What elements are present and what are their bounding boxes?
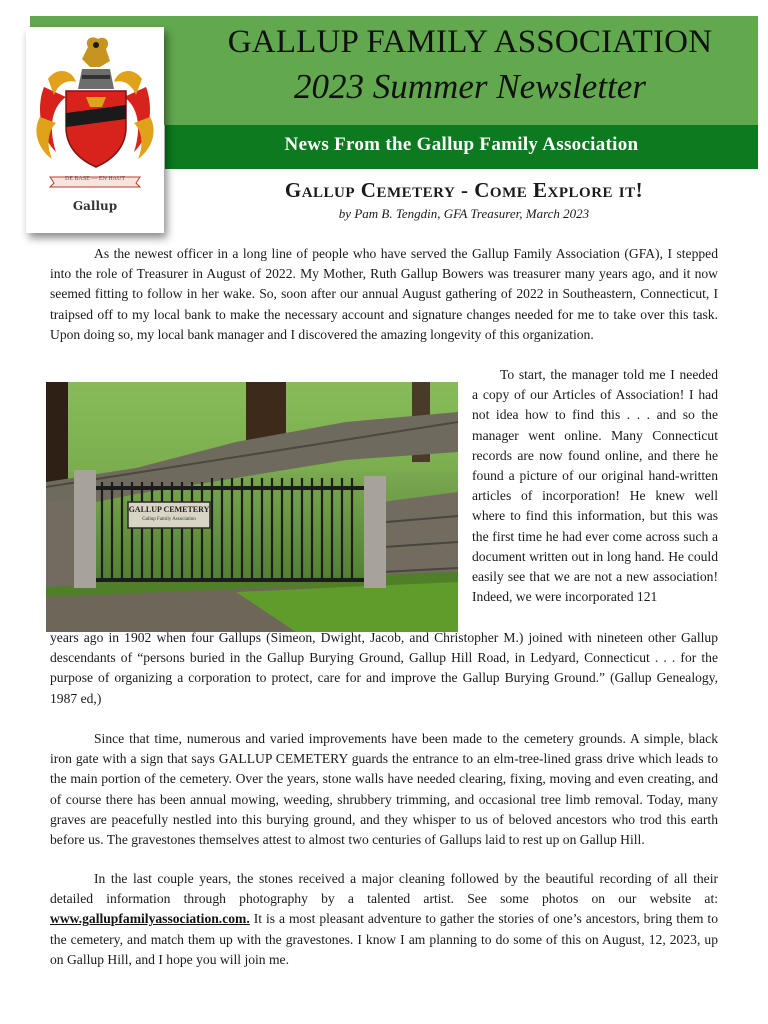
subtitle-bar [165, 125, 758, 169]
cemetery-sign-title: GALLUP CEMETERY [128, 505, 210, 514]
paragraph-text: It is a most pleasant adventure to gather the stories of one’s ancestors, bring them to the cemetery, and match them up with the gravestones. I know I am planning to do some of this on August, 12, 2023, up on Gallup Hill, and I hope you will join me. [50, 911, 718, 967]
article-headline: Gallup Cemetery - Come Explore it! [284, 178, 644, 202]
cemetery-gate-photo [46, 382, 458, 632]
newsletter-title: 2023 Summer Newsletter [294, 67, 646, 106]
article-paragraph: To start, the manager told me I needed a copy of our Articles of Association! I had not idea how to find this . . . and so the manager went online. Many Connecticut records are now found online, and there he found a picture of our original hand-written articles of incorporation! He knew well where to find this information, but this was the first time he had ever come across such a document written out in long hand. He could easily see that we are not a new association! Indeed, we were incorporated 121 [472, 367, 718, 605]
article-byline: by Pam B. Tengdin, GFA Treasurer, March 2023 [338, 206, 590, 221]
organization-name: GALLUP FAMILY ASSOCIATION [227, 24, 713, 60]
paragraph-text: In the last couple years, the stones received a major cleaning followed by the beautiful recording of all their detailed information through photography by a talented artist. See some photos on our website at: [50, 871, 718, 907]
article-paragraph: Since that time, numerous and varied improvements have been made to the cemetery grounds. A simple, black iron gate with a sign that says GALLUP CEMETERY guards the entrance to an elm-tree-lined grass drive which leads to the main portion of the cemetery. Over the years, stone walls have needed clearing, fixing, moving and even creating, and of course there has been annual mowing, weeding, shrubbery trimming, and occasional tree limb removal. Today, many graves are peacefully nestled into this burying ground, and they whisper to us of beloved ancestors who trod this earth before us. The gravestones themselves attest to almost two centuries of Gallups laid to rest up on Gallup Hill. [50, 731, 718, 848]
subtitle-text: News From the Gallup Family Association [284, 134, 639, 155]
crest-motto: DE BASE — EN HAUT [65, 176, 125, 182]
cemetery-sign-subtitle: Gallup Family Association [142, 517, 196, 522]
article-paragraph [50, 869, 718, 970]
article-paragraph: As the newest officer in a long line of people who have served the Gallup Family Association (GFA), I stepped into the role of Treasurer in August of 2022. My Mother, Ruth Gallup Bowers was treasurer many years ago, and it now seemed fitting to follow in her wake. So, soon after our annual August gathering of 2022 in Southeastern, Connecticut, I traipsed off to my local bank to make the necessary account and signature changes needed for me to take over this task. Upon doing so, my local bank manager and I discovered the amazing longevity of this organization. [50, 246, 718, 342]
website-link[interactable]: www.gallupfamilyassociation.com. [50, 911, 250, 927]
family-crest [26, 27, 164, 233]
crest-name: Gallup [72, 199, 118, 213]
article-paragraph: years ago in 1902 when four Gallups (Simeon, Dwight, Jacob, and Christopher M.) joined with nineteen other Gallup descendants of “persons buried in the Gallup Burying Ground, Gallup Hill Road, in Ledyard, Connecticut . . . for the purpose of organizing a corporation to protect, care for and improve the Gallup Burying Ground.” (Gallup Genealogy, 1987 ed,) [50, 630, 718, 706]
coat-of-arms-icon [26, 27, 164, 177]
